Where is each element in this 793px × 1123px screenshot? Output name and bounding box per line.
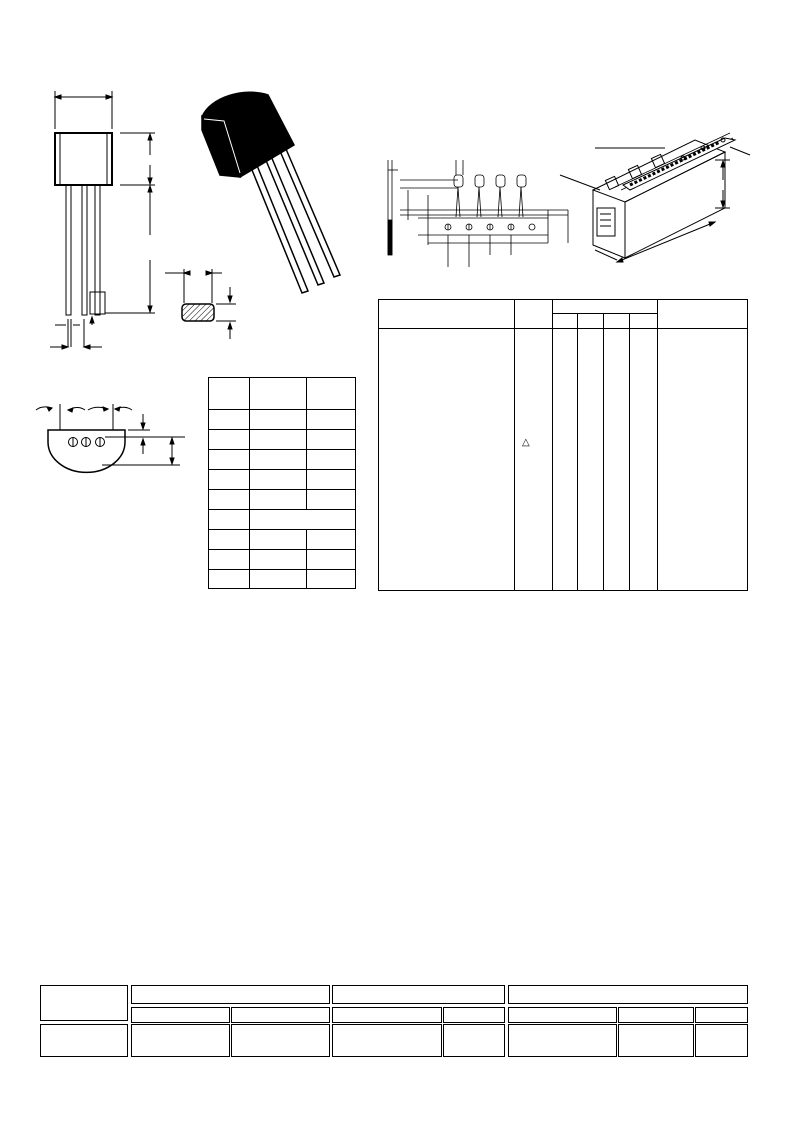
- ammo-box-packaging-diagram: [555, 130, 755, 275]
- bottom-table: [40, 985, 748, 1057]
- tape-packaging-diagram: [378, 155, 578, 270]
- dimension-table: [208, 377, 356, 589]
- spec-table: [378, 299, 748, 591]
- lead-cross-section-drawing: [160, 265, 250, 345]
- to92-bottom-view-drawing: [30, 400, 190, 480]
- to92-front-view-drawing: [40, 85, 170, 355]
- caution-triangle-icon: △: [522, 437, 530, 448]
